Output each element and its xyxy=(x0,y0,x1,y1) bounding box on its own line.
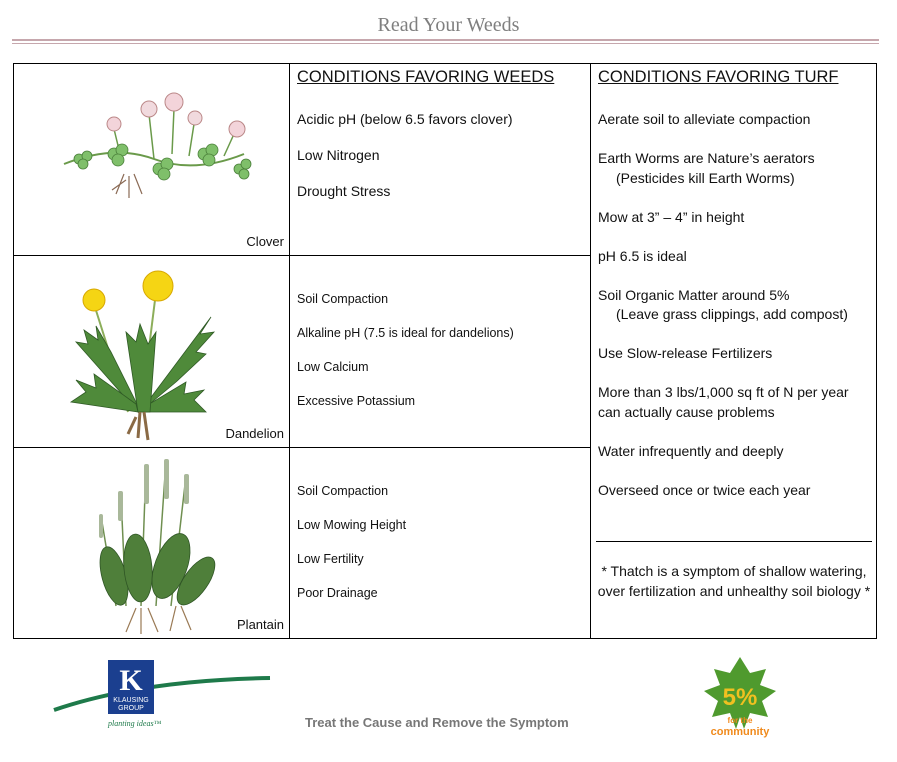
list-item: Soil Compaction xyxy=(297,484,389,498)
dandelion-conditions xyxy=(297,292,514,428)
logo-slogan: planting ideas™ xyxy=(108,719,162,728)
header-weeds: CONDITIONS FAVORING WEEDS xyxy=(297,68,555,86)
clover-conditions xyxy=(297,111,513,219)
thatch-note: * Thatch is a symptom of shallow watering, over fertilization and unhealthy soil biology * xyxy=(597,563,871,599)
klausing-group-logo xyxy=(52,658,276,734)
five-percent-community-logo xyxy=(700,655,780,739)
logo-community: community xyxy=(710,726,770,738)
turf-text: Water infrequently and deeply xyxy=(598,442,784,459)
list-item xyxy=(598,286,870,325)
list-item: Drought Stress xyxy=(297,183,391,199)
list-item xyxy=(598,481,870,501)
turf-text: Use Slow-release Fertilizers xyxy=(598,345,773,361)
turf-conditions xyxy=(598,110,870,520)
list-item xyxy=(598,247,870,267)
logo-letter: K xyxy=(119,664,143,697)
list-item xyxy=(598,442,870,462)
turf-subtext: (Leave grass clippings, add compost) xyxy=(616,306,848,322)
list-item: Low Calcium xyxy=(297,360,369,374)
clover-cell xyxy=(14,64,290,255)
list-item: Low Nitrogen xyxy=(297,147,380,163)
turf-text: pH 6.5 is ideal xyxy=(598,247,687,264)
turf-subtext: (Pesticides kill Earth Worms) xyxy=(616,169,795,186)
logo-number: 5% xyxy=(722,684,758,711)
column-divider-turf xyxy=(590,64,591,638)
dandelion-cell xyxy=(14,256,290,447)
list-item xyxy=(598,208,870,228)
logo-line2: GROUP xyxy=(118,705,144,712)
turf-text: Mow at 3” – 4” in height xyxy=(598,208,745,225)
thatch-divider xyxy=(596,541,872,542)
turf-text: Soil Organic Matter around 5% xyxy=(598,286,790,303)
list-item xyxy=(598,344,870,364)
list-item: Low Mowing Height xyxy=(297,518,407,532)
weed-name-dandelion: Dandelion xyxy=(225,426,284,441)
title-rule-thin xyxy=(12,43,879,44)
header-turf: CONDITIONS FAVORING TURF xyxy=(598,68,839,86)
weed-name-plantain: Plantain xyxy=(237,617,284,632)
turf-text: Overseed once or twice each year xyxy=(598,481,811,498)
logo-line1: KLAUSING xyxy=(113,697,149,704)
turf-text: Earth Worms are Nature’s aerators xyxy=(598,150,815,166)
list-item: Soil Compaction xyxy=(297,292,389,306)
weed-name-clover: Clover xyxy=(246,234,284,249)
plantain-cell xyxy=(14,448,290,638)
list-item: Excessive Potassium xyxy=(297,394,416,408)
list-item: Alkaline pH (7.5 is ideal for dandelions) xyxy=(297,326,514,340)
plantain-conditions xyxy=(297,484,406,620)
list-item xyxy=(598,383,870,422)
list-item: Acidic pH (below 6.5 favors clover) xyxy=(297,111,513,127)
list-item: Poor Drainage xyxy=(297,586,378,600)
page-title: Read Your Weeds xyxy=(377,14,520,36)
list-item xyxy=(598,149,870,188)
title-rule xyxy=(12,39,879,41)
logo-for-the: for the xyxy=(727,716,753,725)
plantain-illustration xyxy=(86,456,226,636)
footer-tagline: Treat the Cause and Remove the Symptom xyxy=(305,715,569,730)
clover-illustration xyxy=(54,84,254,209)
turf-text: Aerate soil to alleviate compaction xyxy=(598,111,811,127)
list-item: Low Fertility xyxy=(297,552,364,566)
turf-text: More than 3 lbs/1,000 sq ft of N per year can actually cause problems xyxy=(598,384,849,420)
list-item xyxy=(598,110,870,130)
dandelion-illustration xyxy=(66,262,216,444)
